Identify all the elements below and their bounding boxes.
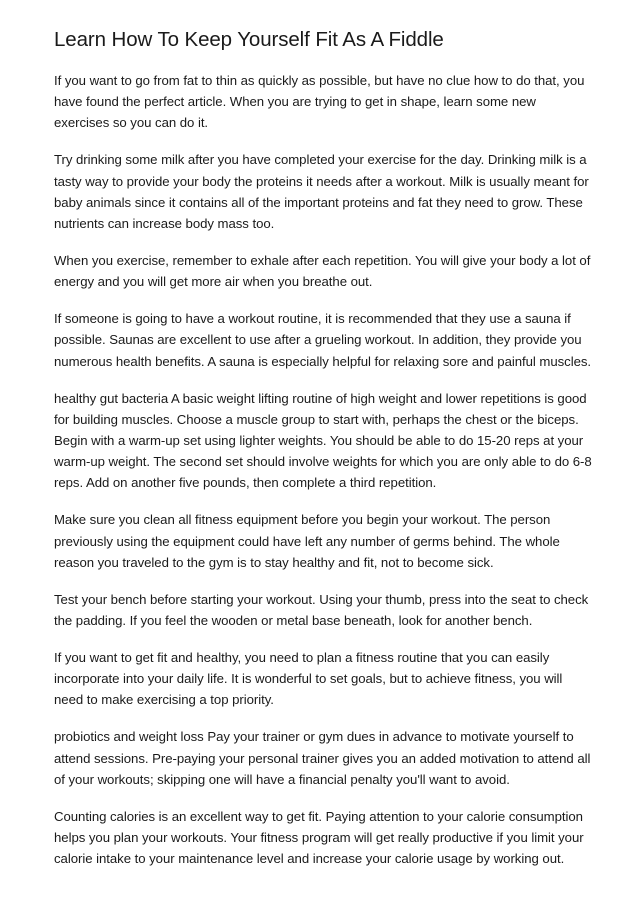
paragraph-clean-equipment: Make sure you clean all fitness equipment before you begin your workout. The person previously using the equipment could have left any number of germs behind. The whole reason you traveled to the gym is to stay healthy and fit, not to become sick.	[54, 512, 560, 570]
paragraph-test-bench: Test your bench before starting your workout. Using your thumb, press into the seat to check the padding. If you feel the wooden or metal base beneath, look for another bench.	[54, 591, 589, 629]
document-title: Learn How To Keep Yourself Fit As A Fiddle	[54, 28, 444, 51]
paragraph-milk: Try drinking some milk after you have completed your exercise for the day. Drinking milk is a tasty way to provide your body the proteins it needs after a workout. Milk is usually meant for baby animals since it contains all of the important proteins and fat they need to grow. These nutrients can increase body mass too.	[54, 152, 589, 232]
paragraph-counting-calories: Counting calories is an excellent way to get fit. Paying attention to your calorie consumption helps you plan your workouts. Your fitness program will get really productive if you limit your calorie intake to your maintenance level and increase your calorie usage by working out.	[54, 808, 584, 867]
document-page	[54, 26, 594, 885]
paragraph-sauna: If someone is going to have a workout routine, it is recommended that they use a sauna if possible. Saunas are excellent to use after a grueling workout. In addition, they provide you numerous health benefits. A sauna is especially helpful for relaxing sore and painful muscles.	[54, 311, 592, 369]
paragraph-intro: If you want to go from fat to thin as quickly as possible, but have no clue how to do that, you have found the perfect article. When you are trying to get in shape, learn some new exercises so you can do it.	[54, 73, 585, 131]
paragraph-fitness-routine: If you want to get fit and healthy, you need to plan a fitness routine that you can easily incorporate into your daily life. It is wonderful to set goals, but to achieve fitness, you will need to make exercising a top priority.	[54, 650, 563, 708]
paragraph-prepay-trainer: probiotics and weight loss Pay your trainer or gym dues in advance to motivate yourself to attend sessions. Pre-paying your personal trainer gives you an added motivation to attend all of your workouts; skipping one will have a financial penalty you'll want to avoid.	[54, 729, 591, 787]
paragraph-exhale: When you exercise, remember to exhale after each repetition. You will give your body a lot of energy and you will get more air when you breathe out.	[54, 253, 591, 290]
paragraph-weight-lifting: healthy gut bacteria A basic weight lifting routine of high weight and lower repetitions is good for building muscles. Choose a muscle group to start with, perhaps the chest or the biceps. Begin with a warm-up set using lighter weights. You should be able to do 15-20 reps at your warm-up weight. The second set should involve weights for which you are only able to do 6-8 reps. Add on another five pounds, then complete a third repetition.	[54, 390, 592, 491]
